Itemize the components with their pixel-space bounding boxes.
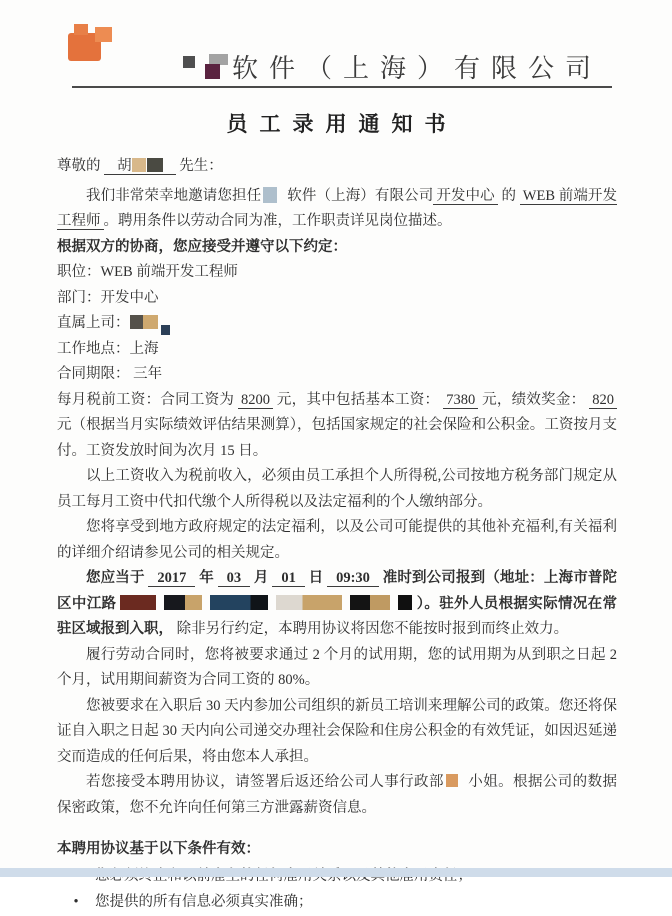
redaction-block (130, 315, 143, 329)
salary-base-underlined: 7380 (443, 392, 478, 409)
salary-text: 元（根据当月实际绩效评估结果测算），包括国家规定的社会保险和公积金。工资按月支付。工资发放时间为次月 15 日。 (57, 417, 617, 459)
bullet-icon: • (73, 894, 79, 910)
redaction-block (164, 595, 202, 610)
logo-block (74, 24, 88, 35)
redaction-block (161, 325, 170, 335)
company-name-redaction (183, 54, 229, 84)
field-label: 工作地点： (57, 340, 130, 357)
salary-bonus-underlined: 820 (589, 392, 617, 409)
redaction-block (120, 595, 156, 610)
acceptance-paragraph (57, 770, 617, 821)
redaction-block (210, 595, 268, 610)
field-location (57, 337, 617, 363)
field-position (57, 260, 617, 286)
recipient-name-text: 胡 (117, 158, 132, 174)
report-text: 年 (199, 570, 214, 586)
bottom-band (0, 868, 672, 877)
salutation (57, 154, 617, 180)
field-label: 职位： (57, 264, 101, 280)
redaction-block (446, 774, 458, 787)
salutation-prefix: 尊敬的 (57, 158, 101, 174)
field-label: 合同期限： (57, 366, 130, 382)
redaction-block (263, 187, 277, 203)
field-supervisor (57, 311, 617, 337)
field-value: 开发中心 (100, 289, 159, 306)
redaction-block (398, 595, 412, 610)
invite-text: 的 (497, 187, 520, 204)
report-year-underlined: 2017 (148, 570, 195, 587)
field-label: 直属上司： (57, 315, 130, 331)
field-department (57, 286, 617, 312)
report-termination-text: 除非另行约定，本聘用协议将因您不能按时报到而终止效力。 (176, 621, 569, 637)
salary-text: 元，绩效奖金： (482, 391, 586, 408)
header-divider (72, 86, 612, 88)
agreement-heading: 根据双方的协商，您应接受并遵守以下约定： (57, 238, 347, 255)
letter-body (57, 154, 617, 916)
probation-paragraph: 履行劳动合同时，您将被要求通过 2 个月的试用期，您的试用期为从到职之日起 2 个月，试用期间薪资为合同工资的 80%。 (57, 646, 617, 688)
report-month-underlined: 03 (218, 570, 251, 587)
redaction-block (132, 158, 146, 172)
field-contract-term (57, 362, 617, 388)
redaction-block (276, 595, 342, 610)
recipient-name (104, 158, 176, 175)
salutation-suffix: 先生： (179, 158, 223, 174)
invite-text: 。 (103, 213, 118, 229)
salary-text: 元，其中包括基本工资： (276, 391, 440, 408)
department-underlined: 开发中心 (433, 188, 497, 205)
invite-text: 我们非常荣幸地邀请您担任 (86, 187, 262, 204)
salary-total-underlined: 8200 (238, 392, 273, 409)
logo-block (95, 27, 112, 42)
report-text: ）。 (416, 595, 440, 612)
report-paragraph (57, 566, 617, 643)
redaction-block (147, 158, 163, 172)
acceptance-text: 小姐。根据公司的数据保密政策，您不允许向任何第三方泄露薪资信息。 (57, 774, 618, 816)
training-paragraph: 您被要求在入职后 30 天内参加公司组织的新员工培训来理解公司的政策。您还将保证自入职之日起 30 天内向公司递交办理社会保险和住房公积金的有效凭证，如因迟延递交而造成的任何后果，将由您本人承担。 (57, 697, 617, 765)
company-header (0, 46, 672, 86)
welfare-paragraph: 您将享受到地方政府规定的法定福利，以及公司可能提供的其他补充福利,有关福利的详细介绍请参见公司的相关规定。 (57, 519, 617, 561)
report-text: 您应当于 (86, 570, 145, 586)
salary-text: 每月税前工资：合同工资为 (57, 391, 235, 408)
invite-company: 软件（上海）有限公司 (287, 187, 434, 204)
document-title: 员工录用通知书 (226, 113, 458, 136)
redaction-block (350, 595, 390, 610)
report-text: 日 (308, 570, 324, 586)
field-value: 三年 (133, 366, 163, 382)
tax-paragraph: 以上工资收入为税前收入，必须由员工承担个人所得税,公司按地方税务部门规定从员工每月工资中代扣代缴个人所得税以及法定福利的个人缴纳部分。 (57, 468, 617, 510)
field-label: 部门： (57, 289, 101, 306)
conditions-heading: 本聘用协议基于以下条件有效： (57, 841, 260, 857)
condition-text: 您提供的所有信息必须真实准确； (95, 894, 313, 910)
salary-paragraph (57, 388, 617, 465)
redaction-block (183, 56, 195, 68)
position-underlined: WEB 前端开发工程师 (57, 187, 618, 229)
acceptance-text: 若您接受本聘用协议，请签署后返还给公司人事行政部 (86, 774, 444, 790)
report-time-underlined: 09:30 (327, 570, 379, 587)
redaction-block (143, 315, 158, 329)
condition-item (57, 890, 617, 916)
report-day-underlined: 01 (272, 570, 305, 587)
invite-terms: 聘用条件以劳动合同为准，工作职责详见岗位描述。 (118, 213, 452, 229)
company-name: 软件（上海）有限公司 (232, 54, 603, 83)
report-address-text: 准时到公司报到（地址：上海市普陀区中江路 (57, 570, 618, 612)
field-value: WEB 前端开发工程师 (100, 264, 238, 280)
redaction-block (205, 64, 220, 79)
invitation-paragraph (57, 184, 617, 235)
field-value: 上海 (129, 340, 159, 357)
report-remote-text: 驻外人员根据实际情况在常驻区域报到入职， (57, 595, 618, 637)
report-text: 月 (253, 570, 269, 586)
